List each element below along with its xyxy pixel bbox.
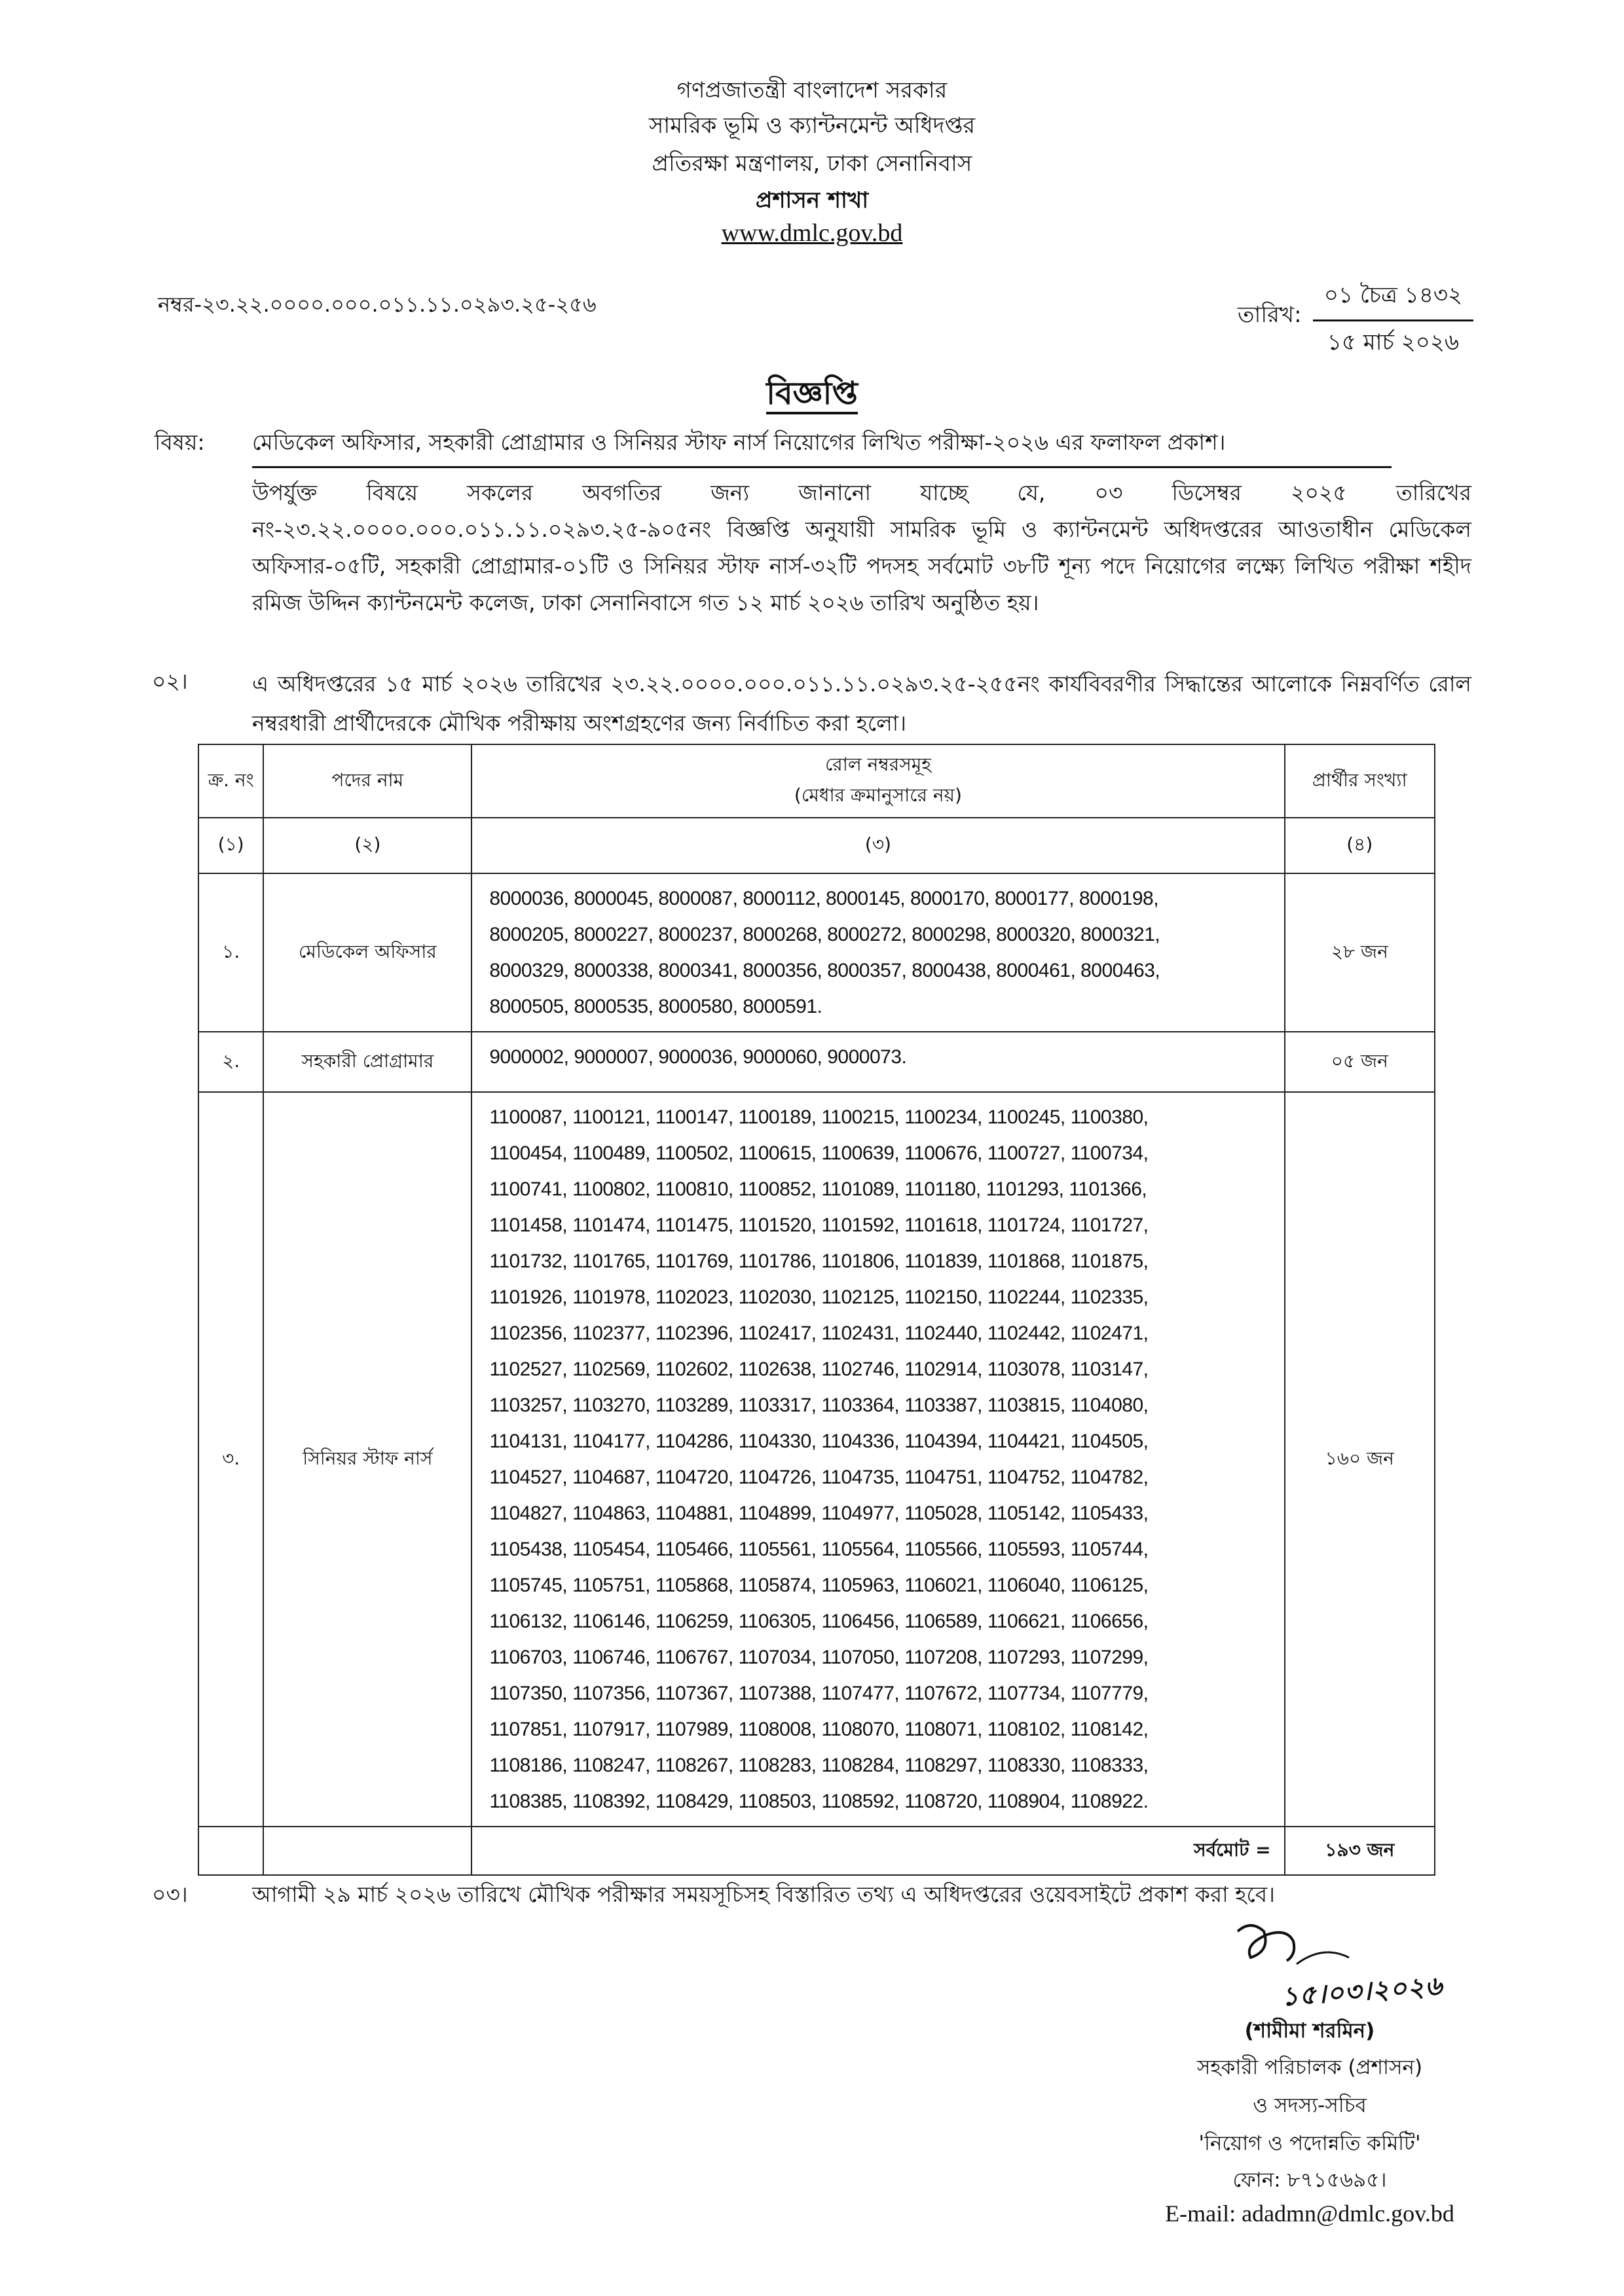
roll-number: 1106767, [655,1647,739,1668]
roll-number: 1100189, [738,1106,822,1128]
roll-number: 1107989, [655,1719,739,1740]
signatory-committee: 'নিয়োগ ও পদোন্নতি কমিটি' [1198,2132,1421,2155]
header-post: পদের নাম [263,744,471,818]
roll-number: 1105466, [655,1539,739,1560]
empty-cell [263,1827,471,1875]
roll-number: 1101769, [655,1250,739,1272]
roll-number: 1103387, [904,1394,987,1416]
roll-number: 8000580, [658,996,743,1017]
table-header-row [198,744,1435,818]
roll-number: 1106656, [1070,1611,1149,1632]
roll-number: 8000170, [910,888,995,909]
roll-number: 1100380, [1070,1106,1149,1128]
roll-number: 1106589, [904,1611,987,1632]
roll-number: 8000320, [996,924,1081,945]
paragraph-1: উপর্যুক্ত বিষয়ে সকলের অবগতির জন্য জানানো যাচ্ছে যে, ০৩ ডিসেম্বর ২০২৫ তারিখের নং-২৩.২২.০০০০.০০০.০১১.১১.০২৯৩.২৫-৯০৫নং বিজ্ঞপ্তি অনুযায়ী সামরিক ভূমি ও ক্যান্টনমেন্ট অধিদপ্তরের আওতাধীন মেডিকেল অফিসার-০৫টি, সহকারী প্রোগ্রামার-০১টি ও সিনিয়র স্টাফ নার্স-৩২টি পদসহ সর্বমোট ৩৮টি শূন্য পদে নিয়োগের লক্ষ্যে লিখিত পরীক্ষা শহীদ রমিজ উদ্দিন ক্যান্টনমেন্ট কলেজ, ঢাকা সেনানিবাসে গত ১২ মার্চ ২০২৬ তারিখ অনুষ্ঠিত হয়। [252,480,1471,615]
table-row [198,1092,1435,1827]
roll-number: 1107779, [1070,1683,1149,1704]
roll-number: 1104726, [738,1467,822,1488]
roll-number: 1102417, [738,1322,822,1344]
roll-line [489,1531,1277,1567]
roll-number: 1106703, [489,1647,573,1668]
signatory-name: (শামীমা শরমিন) [1244,2019,1375,2043]
roll-number: 1100727, [987,1142,1071,1164]
roll-line [489,1639,1277,1675]
roll-number: 1105438, [489,1539,573,1560]
roll-number: 8000535, [574,996,659,1017]
row-serial: ২. [198,1032,263,1092]
section-3-number: ০৩। [152,1882,188,1907]
roll-number: 8000227, [574,924,659,945]
roll-number: 1108429, [655,1791,739,1812]
roll-line [489,1495,1277,1531]
roll-number: 1105454, [572,1539,655,1560]
roll-number: 1102244, [987,1286,1071,1308]
roll-number: 1105028, [904,1503,987,1524]
roll-number: 1105433, [1070,1503,1149,1524]
roll-number: 1103257, [489,1394,573,1416]
website-link[interactable]: www.dmlc.gov.bd [721,219,903,247]
roll-number: 8000087, [658,888,743,909]
roll-number: 1102125, [821,1286,905,1308]
subject-label: বিষয়: [155,429,205,455]
roll-number: 1107293, [987,1647,1071,1668]
roll-number: 1101366, [1069,1178,1147,1200]
col-number: (৩) [471,818,1284,873]
date-label: তারিখ: [1238,302,1302,328]
roll-number: 1103815, [987,1394,1071,1416]
memo-number: নম্বর-২৩.২২.০০০০.০০০.০১১.১১.০২৯৩.২৫-২৫৬ [158,292,597,317]
roll-number: 1101732, [489,1250,573,1272]
table-row [198,1032,1435,1092]
roll-number: 1108330, [987,1755,1071,1776]
roll-number: 9000007, [574,1046,659,1068]
roll-number: 8000298, [912,924,997,945]
roll-number: 1104527, [489,1467,573,1488]
roll-number: 1100245, [987,1106,1071,1128]
roll-number: 1102527, [489,1358,573,1380]
roll-number: 1104177, [572,1430,655,1452]
roll-number: 1108071, [904,1719,987,1740]
roll-line [489,1387,1277,1423]
roll-number: 1101875, [1070,1250,1149,1272]
results-table [198,744,1435,1876]
signature-date: ১৫।০৩।২০২৬ [1280,1971,1444,2013]
roll-number: 1100676, [904,1142,987,1164]
empty-cell [198,1827,263,1875]
row-rolls [471,1032,1284,1092]
notice-title-text: বিজ্ঞপ্তি [766,375,858,414]
roll-number: 1105963, [821,1575,905,1596]
roll-number: 1103270, [572,1394,655,1416]
roll-number: 1100502, [655,1142,739,1164]
roll-number: 1104782, [1070,1467,1149,1488]
roll-number: 1108392, [572,1791,655,1812]
roll-number: 1101727, [1070,1214,1149,1236]
roll-number: 1104394, [904,1430,987,1452]
roll-number: 8000341, [658,960,743,981]
roll-line [489,1135,1277,1171]
roll-number: 1102638, [738,1358,822,1380]
date-block [1313,278,1473,363]
roll-number: 8000591. [743,996,822,1017]
roll-number: 1101458, [489,1214,573,1236]
roll-number: 1102335, [1070,1286,1149,1308]
roll-number: 1106021, [904,1575,987,1596]
roll-number: 1101089, [821,1178,905,1200]
roll-number: 1101926, [489,1286,573,1308]
roll-number: 1102471, [1070,1322,1149,1344]
roll-number: 1104881, [655,1503,739,1524]
roll-number: 1107034, [738,1647,822,1668]
roll-number: 1107050, [821,1647,905,1668]
roll-number: 1104080, [1070,1394,1149,1416]
signatory-email[interactable]: E-mail: adadmn@dmlc.gov.bd [1165,2200,1454,2227]
roll-number: 1107734, [987,1683,1071,1704]
date-bangla: ০১ চৈত্র ১৪৩২ [1313,278,1473,321]
row-post: সহকারী প্রোগ্রামার [263,1032,471,1092]
roll-number: 1100852, [738,1178,822,1200]
roll-number: 1101180, [904,1178,986,1200]
roll-number: 1108297, [904,1755,987,1776]
section-2-text: এ অধিদপ্তরের ১৫ মার্চ ২০২৬ তারিখের ২৩.২২.০০০০.০০০.০১১.১১.০২৯৩.২৫-২৫৫নং কার্যবিবরণীর সিদ্ধান্তের আলোকে নিম্নবর্ণিত রোল নম্বরধারী প্রার্থীদেরকে মৌখিক পরীক্ষায় অংশগ্রহণের জন্য নির্বাচিত করা হলো। [252,671,1471,736]
roll-number: 1107388, [738,1683,822,1704]
roll-number: 1100234, [904,1106,987,1128]
total-row [198,1827,1435,1875]
roll-number: 1104421, [987,1430,1071,1452]
total-label: সর্বমোট = [471,1827,1284,1875]
roll-number: 1102396, [655,1322,739,1344]
roll-number: 1108904, [987,1791,1071,1812]
roll-number: 1100121, [572,1106,655,1128]
roll-number: 1108070, [821,1719,905,1740]
row-post: সিনিয়র স্টাফ নার্স [263,1092,471,1827]
roll-number: 1102746, [821,1358,905,1380]
roll-number: 1100215, [821,1106,905,1128]
roll-number: 1101786, [738,1250,822,1272]
roll-number: 8000045, [574,888,659,909]
roll-number: 8000463, [1080,960,1160,981]
roll-number: 1101839, [904,1250,987,1272]
roll-number: 1102030, [738,1286,822,1308]
roll-number: 8000438, [912,960,997,981]
roll-number: 1101520, [738,1214,822,1236]
roll-number: 1108922. [1070,1791,1149,1812]
row-serial: ১. [198,873,263,1032]
roll-number: 1100741, [489,1178,573,1200]
roll-number: 8000272, [827,924,912,945]
roll-number: 1104863, [572,1503,655,1524]
roll-number: 1106621, [987,1611,1071,1632]
roll-number: 1104735, [821,1467,905,1488]
row-serial: ৩. [198,1092,263,1827]
total-value: ১৯৩ জন [1285,1827,1435,1875]
roll-line [489,1351,1277,1387]
roll-number: 1106125, [1070,1575,1149,1596]
branch-name: প্রশাসন শাখা [755,187,869,213]
roll-number: 1107477, [821,1683,905,1704]
roll-number: 1108720, [904,1791,987,1812]
roll-number: 1107672, [904,1683,987,1704]
roll-number: 1100454, [489,1142,573,1164]
roll-number: 1107299, [1070,1647,1149,1668]
roll-line [489,1171,1277,1207]
roll-number: 1108186, [489,1755,573,1776]
roll-number: 1106746, [572,1647,655,1668]
roll-number: 9000002, [489,1046,574,1068]
roll-number: 8000112, [743,888,826,909]
roll-number: 1101765, [572,1250,655,1272]
row-count: ২৮ জন [1285,873,1435,1032]
roll-number: 1108267, [655,1755,739,1776]
roll-number: 1104336, [821,1430,905,1452]
roll-number: 1103147, [1070,1358,1149,1380]
roll-number: 1105868, [655,1575,739,1596]
header-count: প্রার্থীর সংখ্যা [1285,744,1435,818]
roll-number: 1100734, [1070,1142,1149,1164]
row-rolls [471,1092,1284,1827]
roll-number: 1104752, [987,1467,1071,1488]
roll-number: 1105874, [738,1575,822,1596]
roll-number: 8000237, [658,924,743,945]
roll-line [489,1603,1277,1639]
roll-number: 1107367, [655,1683,739,1704]
roll-number: 1108247, [572,1755,655,1776]
roll-number: 1105142, [987,1503,1071,1524]
roll-number: 8000461, [996,960,1081,981]
roll-number: 1106456, [821,1611,905,1632]
roll-number: 1107917, [572,1719,655,1740]
roll-number: 1100802, [572,1178,655,1200]
roll-line [489,1099,1277,1135]
roll-number: 1101474, [572,1214,655,1236]
roll-number: 1100489, [572,1142,655,1164]
roll-number: 1108283, [738,1755,822,1776]
roll-number: 1100615, [738,1142,822,1164]
roll-number: 1100639, [821,1142,905,1164]
table-row [198,873,1435,1032]
roll-number: 1108008, [738,1719,822,1740]
roll-number: 1104687, [572,1467,655,1488]
roll-line [489,1459,1277,1495]
roll-line [489,1783,1277,1819]
roll-number: 8000198, [1079,888,1159,909]
roll-number: 1102356, [489,1322,573,1344]
roll-line [489,1243,1277,1279]
roll-number: 1104330, [738,1430,822,1452]
roll-number: 8000205, [489,924,574,945]
roll-number: 9000060, [743,1046,828,1068]
roll-number: 1106305, [738,1611,822,1632]
roll-number: 1103317, [738,1394,822,1416]
col-number: (১) [198,818,263,873]
roll-number: 1104286, [655,1430,739,1452]
roll-number: 1102440, [904,1322,987,1344]
roll-number: 8000145, [826,888,910,909]
row-count: ০৫ জন [1285,1032,1435,1092]
section-2-number: ০২। [152,668,188,694]
ministry-name: প্রতিরক্ষা মন্ত্রণালয়, ঢাকা সেনানিবাস [652,151,972,177]
roll-number: 1105561, [738,1539,822,1560]
roll-number: 1101618, [904,1214,987,1236]
roll-number: 1101806, [821,1250,905,1272]
roll-number: 1102602, [655,1358,739,1380]
roll-number: 1108333, [1070,1755,1149,1776]
roll-line [489,989,1277,1025]
roll-number: 1103364, [821,1394,905,1416]
roll-number: 1102377, [572,1322,655,1344]
date-gregorian: ১৫ মার্চ ২০২৬ [1327,329,1460,355]
roll-number: 1101592, [821,1214,905,1236]
roll-number: 9000073. [827,1046,907,1068]
roll-number: 1104720, [655,1467,739,1488]
roll-number: 1104827, [489,1503,573,1524]
roll-number: 1106132, [489,1611,573,1632]
roll-number: 1102914, [904,1358,987,1380]
roll-line [489,1039,1277,1075]
roll-number: 1102569, [572,1358,655,1380]
roll-number: 1101475, [655,1214,739,1236]
header-serial: ক্র. নং [198,744,263,818]
signatory-role: ও সদস্য-সচিব [1253,2094,1367,2117]
department-name: সামরিক ভূমি ও ক্যান্টনমেন্ট অধিদপ্তর [648,113,976,139]
roll-number: 1106259, [655,1611,739,1632]
roll-number: 8000177, [994,888,1079,909]
notice-title [0,370,1624,422]
roll-number: 8000505, [489,996,574,1017]
signatory-phone: ফোন: ৮৭১৫৬৯৫। [1232,2168,1387,2192]
roll-number: 8000036, [489,888,574,909]
col-number: (৪) [1285,818,1435,873]
roll-number: 1105566, [904,1539,987,1560]
roll-number: 1100810, [655,1178,739,1200]
roll-number: 1101978, [572,1286,655,1308]
roll-number: 9000036, [658,1046,743,1068]
roll-number: 8000329, [489,960,574,981]
roll-number: 1107851, [489,1719,573,1740]
header-rolls-title: রোল নম্বরসমূহ [824,754,931,775]
roll-number: 1102150, [904,1286,987,1308]
roll-number: 1103289, [655,1394,739,1416]
row-count: ১৬০ জন [1285,1092,1435,1827]
row-rolls [471,873,1284,1032]
roll-number: 1104751, [904,1467,987,1488]
subject-text: মেডিকেল অফিসার, সহকারী প্রোগ্রামার ও সিনিয়র স্টাফ নার্স নিয়োগের লিখিত পরীক্ষা-২০২৬ এর ফলাফল প্রকাশ। [252,426,1392,468]
col-number: (২) [263,818,471,873]
roll-number: 1105593, [987,1539,1071,1560]
column-number-row [198,818,1435,873]
roll-number: 1107350, [489,1683,573,1704]
roll-number: 1102442, [987,1322,1071,1344]
roll-number: 1106146, [572,1611,655,1632]
roll-number: 1103078, [987,1358,1071,1380]
roll-number: 1108385, [489,1791,573,1812]
roll-number: 1108284, [821,1755,905,1776]
roll-number: 1101724, [987,1214,1071,1236]
roll-number: 1105744, [1070,1539,1149,1560]
roll-number: 1101868, [987,1250,1071,1272]
roll-line [489,1675,1277,1711]
roll-number: 1108503, [738,1791,822,1812]
roll-number: 1104977, [821,1503,905,1524]
roll-line [489,1747,1277,1783]
roll-line [489,917,1277,953]
roll-number: 1108592, [821,1791,905,1812]
roll-number: 1108102, [987,1719,1071,1740]
roll-line [489,1711,1277,1747]
roll-number: 8000356, [743,960,828,981]
roll-line [489,1279,1277,1315]
roll-number: 1104899, [738,1503,822,1524]
roll-number: 1102023, [655,1286,739,1308]
roll-line [489,1207,1277,1243]
roll-number: 8000268, [743,924,828,945]
roll-number: 8000357, [827,960,912,981]
roll-number: 8000338, [574,960,659,981]
roll-line [489,881,1277,917]
roll-number: 1102431, [821,1322,905,1344]
header-rolls-note: (মেধার ক্রমানুসারে নয়) [794,784,962,806]
roll-line [489,953,1277,989]
roll-number: 1100087, [489,1106,573,1128]
roll-number: 1105751, [572,1575,655,1596]
roll-number: 1107208, [904,1647,987,1668]
roll-line [489,1315,1277,1351]
roll-number: 1104131, [489,1430,573,1452]
roll-number: 1101293, [986,1178,1069,1200]
roll-number: 1104505, [1070,1430,1149,1452]
roll-number: 1108142, [1070,1719,1149,1740]
government-name: গণপ্রজাতন্ত্রী বাংলাদেশ সরকার [676,77,948,103]
header-rolls [471,744,1284,818]
signature-image [1198,1918,1473,1971]
roll-line [489,1567,1277,1603]
section-3-text: আগামী ২৯ মার্চ ২০২৬ তারিখে মৌখিক পরীক্ষার সময়সূচিসহ বিস্তারিত তথ্য এ অধিদপ্তরের ওয়েবসাইটে প্রকাশ করা হবে। [252,1882,1275,1907]
roll-number: 8000321, [1080,924,1160,945]
signatory-designation: সহকারী পরিচালক (প্রশাসন) [1196,2056,1423,2079]
roll-number: 1105745, [489,1575,573,1596]
roll-number: 1105564, [821,1539,905,1560]
roll-number: 1107356, [572,1683,655,1704]
row-post: মেডিকেল অফিসার [263,873,471,1032]
roll-number: 1100147, [655,1106,739,1128]
roll-line [489,1423,1277,1459]
roll-number: 1106040, [987,1575,1071,1596]
